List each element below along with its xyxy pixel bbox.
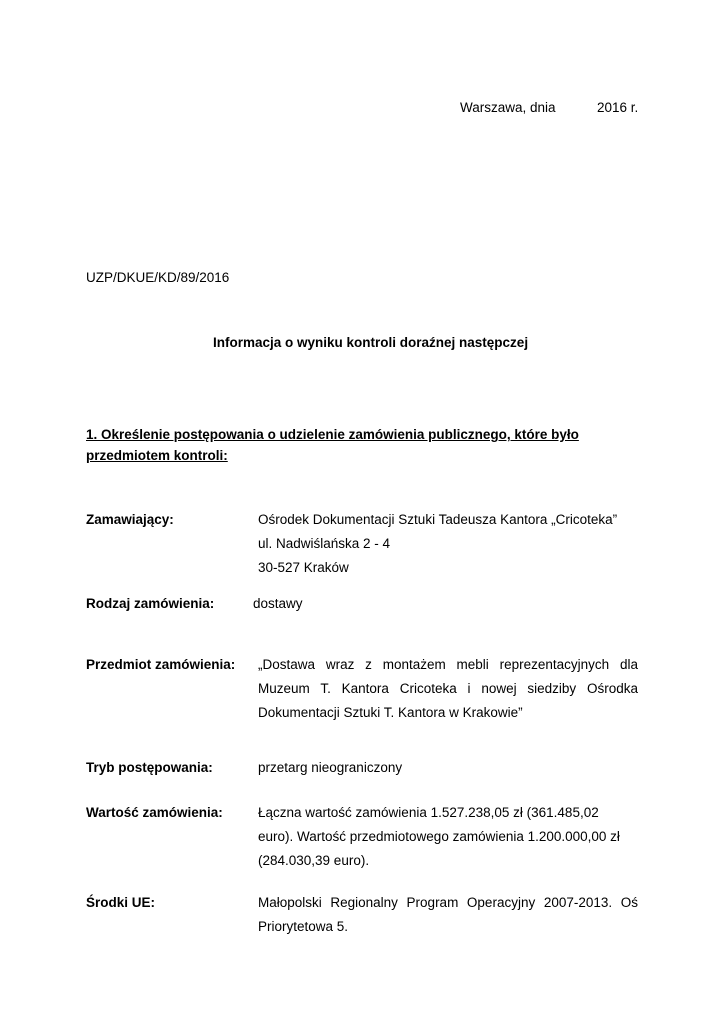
- reference-number: UZP/DKUE/KD/89/2016: [86, 270, 230, 285]
- address-line: ul. Nadwiślańska 2 - 4: [258, 536, 391, 551]
- year: 2016 r.: [597, 100, 639, 115]
- field-label-rodzaj: Rodzaj zamówienia:: [86, 596, 215, 611]
- field-value-tryb: przetarg nieograniczony: [258, 760, 403, 775]
- section-heading: 1. Określenie postępowania o udzielenie zamówienia publicznego, które było przedmiotem kontroli:: [86, 427, 579, 463]
- field-value-wartosc: Łączna wartość zamówienia 1.527.238,05 zł (361.485,02 euro). Wartość przedmiotowego zamówienia 1.200.000,00 zł (284.030,39 euro).: [258, 805, 620, 868]
- field-label-tryb: Tryb postępowania:: [86, 760, 213, 775]
- address-line: 30-527 Kraków: [258, 560, 349, 575]
- field-value-srodki: Małopolski Regionalny Program Operacyjny 2007-2013. Oś Priorytetowa 5.: [258, 895, 638, 934]
- field-value-przedmiot: „Dostawa wraz z montażem mebli reprezentacyjnych dla Muzeum T. Kantora Cricoteka i nowej siedziby Ośrodka Dokumentacji Sztuki T. Kantora w Krakowie”: [258, 657, 638, 720]
- field-label-przedmiot: Przedmiot zamówienia:: [86, 657, 236, 672]
- field-label-wartosc: Wartość zamówienia:: [86, 805, 223, 820]
- address-line: Ośrodek Dokumentacji Sztuki Tadeusza Kantora „Cricoteka”: [258, 512, 618, 527]
- field-value-zamawiajacy: [258, 508, 638, 580]
- field-label-zamawiajacy: Zamawiający:: [86, 512, 174, 527]
- field-label-srodki: Środki UE:: [86, 895, 156, 910]
- field-value-rodzaj: dostawy: [253, 596, 303, 611]
- place-date: Warszawa, dnia: [460, 100, 556, 115]
- document-title: Informacja o wyniku kontroli doraźnej następczej: [213, 335, 529, 350]
